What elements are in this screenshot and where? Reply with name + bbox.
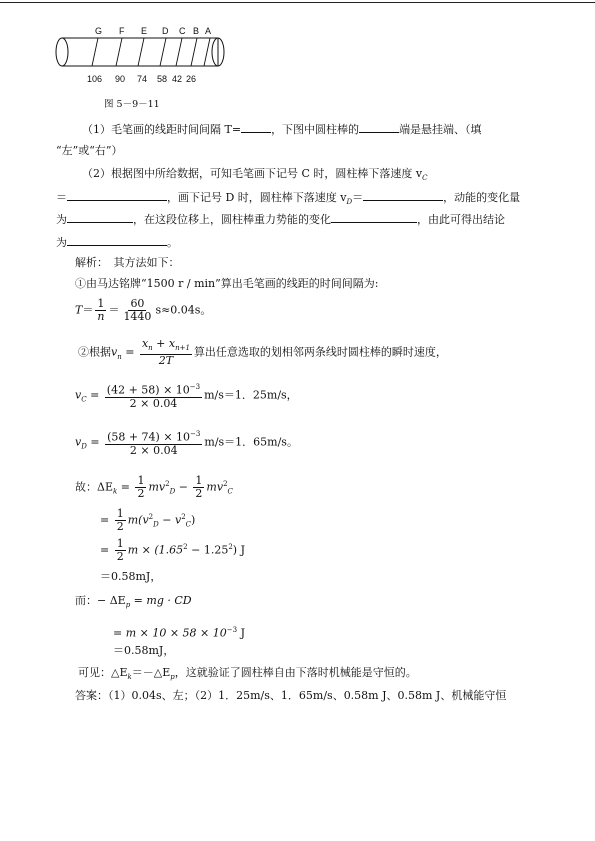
velocity-formula-line: ②根据$v_n$ = $\frac{x_n + x_{n+1}}{2T}$ 算出任意选取的划相邻两条线时圆柱棒的瞬时速度， <box>78 337 447 368</box>
period-equation: T＝ $\frac{1}{n}$ ＝ $\frac{60}{1440}$ s≈0.04s。 <box>75 297 212 323</box>
q1-line2: “左”或“右”） <box>56 144 123 157</box>
ep-line1: 而：− $\Delta E_p$ = mg · CD <box>75 594 192 610</box>
t-eq-sign: ＝ <box>82 303 94 317</box>
q2-blank-conclusion <box>67 234 167 246</box>
vd-equation: $v_D$ = $\frac{(58 + 74) \times 10^{-3}}{2 \times 0.04}$ m/s＝1．65m/s。 <box>75 430 298 457</box>
q1-blank-end <box>359 121 399 133</box>
label-d: D <box>162 26 169 36</box>
distance-106: 106 <box>87 74 103 84</box>
mark-line-c <box>176 38 182 66</box>
q2-text-b2: ，画下记号 D 时，圆柱棒下落速度 v <box>167 191 347 204</box>
t-symbol: T <box>75 303 83 317</box>
q2-text-b3: ＝ <box>352 191 364 204</box>
fraction-vd: $\frac{(58 + 74) \times 10^{-3}}{2 \times 0.04}$ <box>107 430 201 457</box>
vd-result: m/s＝1．65m/s。 <box>204 435 298 449</box>
q2-sub-c: C <box>422 174 428 183</box>
mark-line-g <box>92 38 98 66</box>
ek-line4: ＝0.58mJ， <box>100 570 162 583</box>
q2-blank-ek <box>67 211 133 223</box>
label-a: A <box>205 26 212 36</box>
q2-text-b4: ，动能的变化量 <box>443 191 521 204</box>
q2-text-c2: ，在这段位移上，圆柱棒重力势能的变化 <box>133 213 331 226</box>
solution-heading: 解析： 其方法如下： <box>75 256 180 269</box>
fraction-vc: $\frac{(42 + 58) \times 10^{-3}}{2 \times 0.04}$ <box>106 383 201 410</box>
answer-line: 答案：（1）0.04s、左；（2）1．25m/s、1．65m/s、0.58m J、0.58m J、机械能守恒 <box>75 689 507 702</box>
fraction-velocity-formula: $\frac{x_n + x_{n+1}}{2T}$ <box>141 337 190 368</box>
q2-text-c1: 为 <box>56 213 67 226</box>
q2-line4 <box>56 234 178 250</box>
q2-blank-vc <box>67 189 167 201</box>
ek-line2: = $\frac{1}{2}$ $m(v^2_D - v^2_C)$ <box>100 507 196 533</box>
conclusion-line: 可见：$\triangle E_k=-\triangle E_p$，这就验证了圆柱棒自由下落时机械能是守恒的。 <box>78 666 417 682</box>
mark-line-d <box>160 38 166 66</box>
q1-text-b: ，下图中圆柱棒的 <box>271 123 360 136</box>
q1-line1 <box>82 121 482 137</box>
distance-58: 58 <box>157 74 168 84</box>
q2-blank-ep <box>331 211 417 223</box>
solution-step1: ①由马达铭牌“1500 r / min”算出毛笔画的线距的时间间隔为: <box>75 277 379 290</box>
distance-74: 74 <box>137 74 148 84</box>
fraction-1-over-n: $\frac{1}{n}$ <box>97 297 105 323</box>
label-c: C <box>179 26 186 36</box>
ek-line1: 故：$\Delta E_k$ = $\frac{1}{2}$ $mv^2_D$ − $\frac{1}{2}$ $mv^2_C$ <box>75 474 233 500</box>
q2-text-d1: 为 <box>56 236 67 249</box>
cylinder-left-end <box>56 38 68 66</box>
t-result: s≈0.04s。 <box>155 303 212 317</box>
ep-line2: = $m \times 10 \times 58 \times 10^{-3}$ J <box>113 626 245 640</box>
label-b: B <box>193 26 200 36</box>
q2-text-d2: 。 <box>167 236 178 249</box>
distance-42: 42 <box>172 74 183 84</box>
ek-line3: = $\frac{1}{2}$ $m \times (1.65^2 - 1.25^2)$ J <box>100 537 245 563</box>
distance-90: 90 <box>115 74 126 84</box>
figure-caption: 图 5－9－11 <box>104 99 160 110</box>
label-e: E <box>141 26 148 36</box>
q1-text-c: 端是悬挂端、（填 <box>399 123 482 136</box>
q2-sub-d: D <box>346 198 353 207</box>
vc-result: m/s＝1．25m/s， <box>204 388 298 402</box>
distance-26: 26 <box>186 74 197 84</box>
label-f: F <box>119 26 125 36</box>
q2-line1 <box>82 167 427 185</box>
fraction-60-over-1440: $\frac{60}{1440}$ <box>123 297 152 323</box>
q2-blank-vd <box>363 189 443 201</box>
step2-pre: ②根据 <box>78 345 111 359</box>
top-rule <box>0 2 595 3</box>
label-g: G <box>95 26 103 36</box>
q1-text-a: （1）毛笔画的线距时间间隔 T= <box>82 123 242 136</box>
ep-line3: ＝0.58mJ， <box>113 644 175 657</box>
mark-line-e <box>138 38 144 66</box>
q2-text-b1: ＝ <box>56 191 67 204</box>
q1-blank-t <box>241 121 271 133</box>
cylinder-body <box>62 38 218 66</box>
q2-line3 <box>56 211 505 227</box>
mark-line-a <box>204 38 210 66</box>
q2-text-a: （2）根据图中所给数据，可知毛笔画下记号 C 时，圆柱棒下落速度 v <box>82 167 423 180</box>
mark-line-b <box>191 38 197 66</box>
vc-equation: $v_C$ = $\frac{(42 + 58) \times 10^{-3}}{2 \times 0.04}$ m/s＝1．25m/s， <box>75 383 298 410</box>
step2-post: 算出任意选取的划相邻两条线时圆柱棒的瞬时速度， <box>193 345 447 359</box>
q2-text-c3: ，由此可得出结论 <box>417 213 505 226</box>
mark-line-f <box>116 38 122 66</box>
q2-line2 <box>56 189 520 209</box>
